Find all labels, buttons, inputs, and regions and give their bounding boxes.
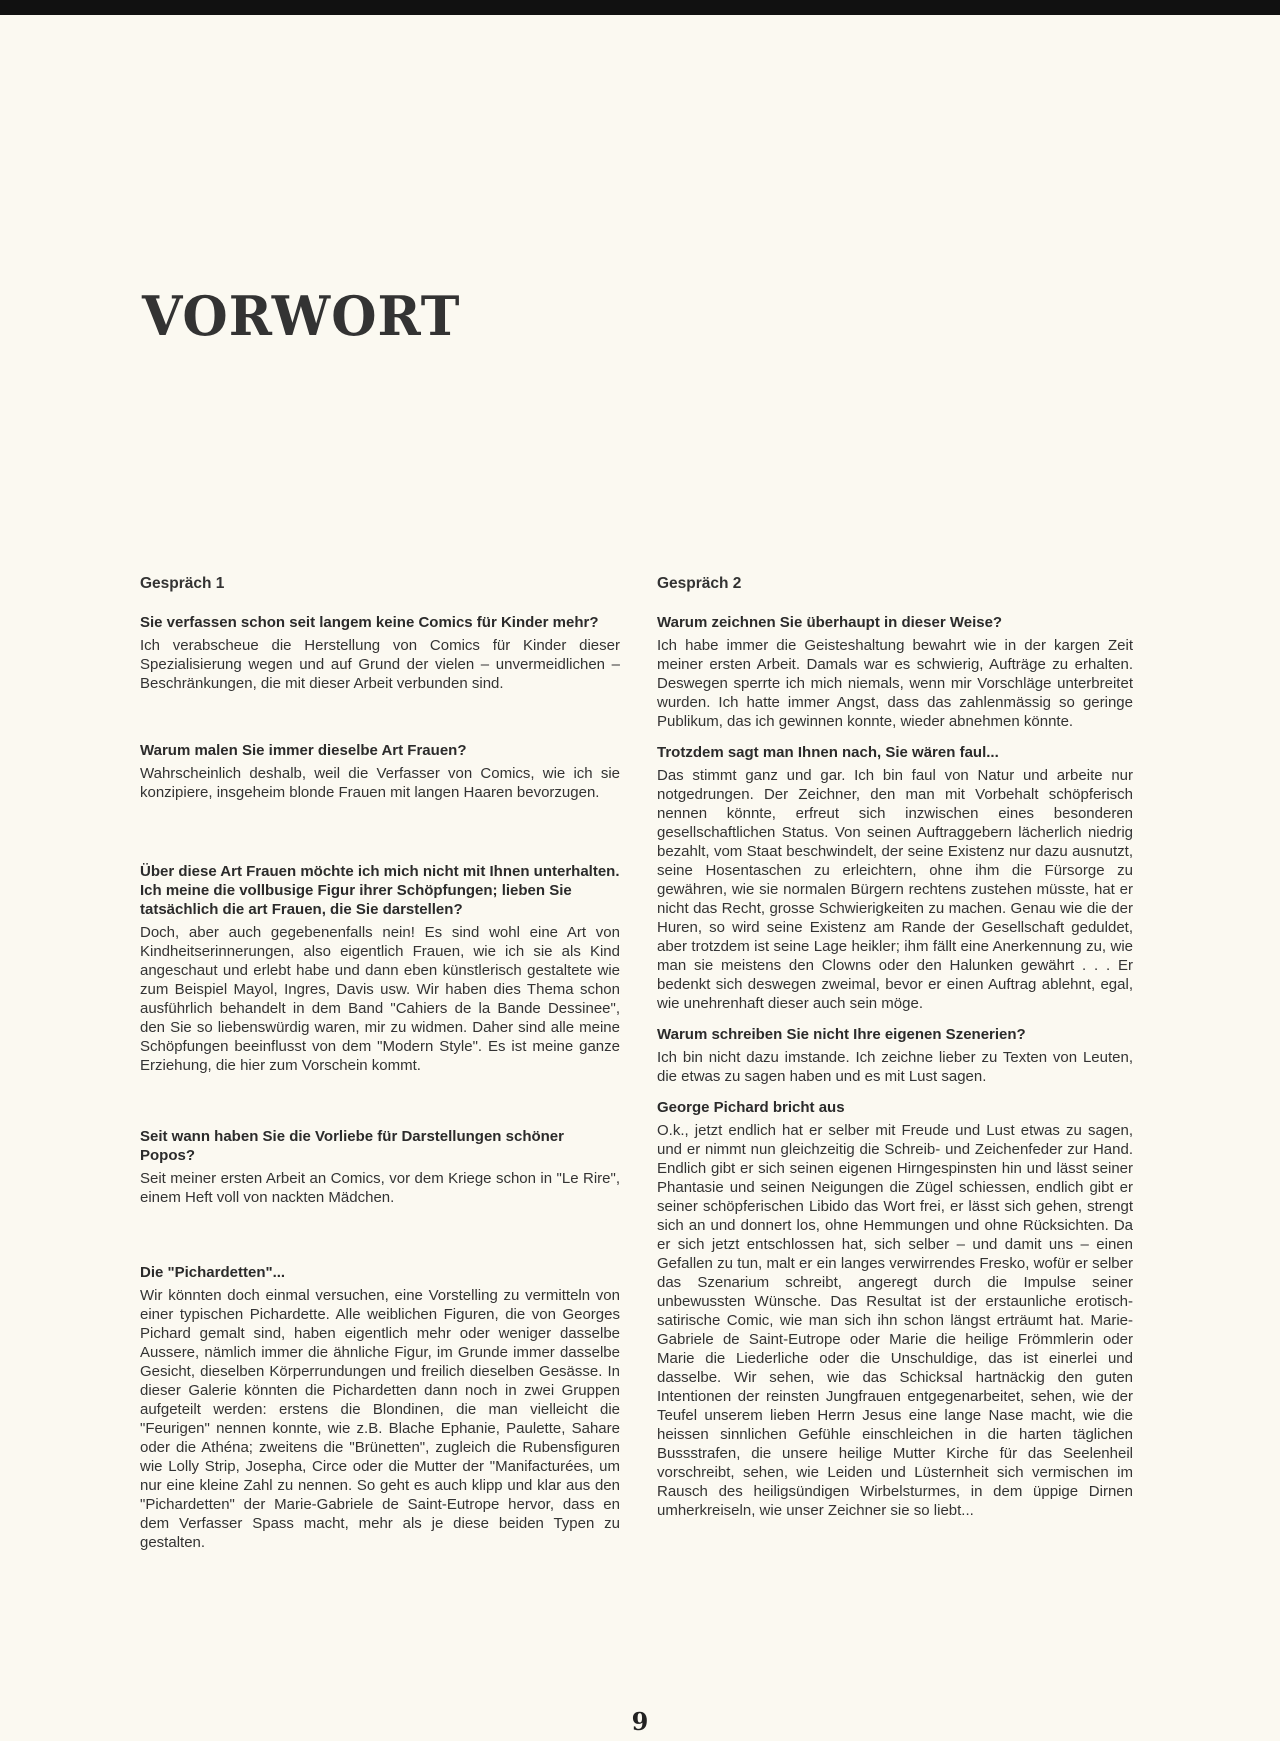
qa-section bbox=[657, 613, 1133, 731]
answer: Wir könnten doch einmal versuchen, eine Vorstelling zu vermitteln von einer typischen Pichardette. Alle weiblichen Figuren, die von Georges Pichard gemalt sind, haben eigentlich mehr oder weniger dasselbe Aussere, nämlich immer die ähnliche Figur, im Grunde immer dasselbe Gesicht, dieselben Körperrundungen und freilich dieselben Gesässe. In dieser Galerie könnten die Pichardetten dann noch in zwei Gruppen aufgeteilt werden: erstens die Blondinen, die man vielleicht die "Feurigen" nennen konnte, wie z.B. Blache Ephanie, Paulette, Sahare oder die Athéna; zweitens die "Brünetten", zugleich die Rubensfiguren wie Lolly Strip, Josepha, Circe oder die Mutter der "Manifacturées, um nur eine kleine Zahl zu nennen. So geht es auch klipp und klar aus den "Pichardetten" der Marie-Gabriele de Saint-Eutrope hervor, dass en dem Verfasser Spass macht, mehr als je diese beiden Typen zu gestalten. bbox=[140, 1287, 620, 1551]
question: Warum malen Sie immer dieselbe Art Frauen? bbox=[140, 742, 467, 759]
answer: Doch, aber auch gegebenenfalls nein! Es sind wohl eine Art von Kindheitserinnerungen, also eigentlich Frauen, wie ich sie als Kind angeschaut und erlebt habe und dann eben künstlerisch gestaltete wie zum Beispiel Mayol, Ingres, Davis usw. Wir haben dies Thema schon ausführlich behandelt in dem Band "Cahiers de la Bande Dessinee", den Sie so liebenswürdig waren, mir zu widmen. Daher sind alle meine Schöpfungen beeinflusst von dem "Modern Style". Es ist meine ganze Erziehung, die hier zum Vorschein kommt. bbox=[140, 924, 620, 1074]
question: Über diese Art Frauen möchte ich mich nicht mit Ihnen unterhalten. Ich meine die vollbusige Figur ihrer Schöpfungen; lieben Sie tatsächlich die art Frauen, die Sie darstellen? bbox=[140, 863, 620, 918]
interview-1-column bbox=[140, 575, 620, 1597]
question: Warum zeichnen Sie überhaupt in dieser Weise? bbox=[657, 614, 1003, 631]
qa-section bbox=[140, 741, 620, 802]
answer: Ich habe immer die Geisteshaltung bewahrt wie in der kargen Zeit meiner ersten Arbeit. Damals war es schwierig, Aufträge zu erhalten. Deswegen sperrte ich mich niemals, wenn mir Vorschläge unterbreitet wurden. Ich hatte immer Angst, dass das zahlenmässig so geringe Publikum, das ich gewinnen konnte, wieder abnehmen könnte. bbox=[657, 637, 1133, 730]
answer: O.k., jetzt endlich hat er selber mit Freude und Lust etwas zu sagen, und er nimmt nun gleichzeitig die Schreib- und Zeichenfeder zur Hand. Endlich gibt er sich seinen eigenen Hirngespinsten hin und lässt seiner Phantasie und seinen Neigungen die Zügel schiessen, endlich gibt er seiner schöpferischen Libido das Wort frei, er lässt sich gehen, strengt sich an und donnert los, ohne Hemmungen und ohne Rücksichten. Da er sich jetzt entschlossen hat, sich selber – und damit uns – einen Gefallen zu tun, malt er ein langes verwirrendes Fresko, wofür er selber das Szenarium schreibt, angeregt durch die Impulse seiner unbewussten Wünsche. Das Resultat ist der erstaunliche erotisch-satirische Comic, wie man sich ihn schon längst erträumt hat. Marie-Gabriele de Saint-Eutrope oder Marie die heilige Frömmlerin oder Marie die Liederliche oder die Unschuldige, das ist einerlei und dasselbe. Wir sehen, wie das Schicksal hartnäckig den guten Intentionen der reinsten Jungfrauen entgegenarbeitet, sehen, wie der Teufel unserem lieben Herrn Jesus eine lange Nase macht, wie die heissen sinnlichen Gefühle einschleichen in die harten täglichen Bussstrafen, die unsere heilige Mutter Kirche für das Seelenheil vorschreibt, sehen, wie Leiden und Lüsternheit sich vermischen im Rausch des heiligsündigen Wirbelsturmes, in dem üppige Dirnen umherkreiseln, wie unser Zeichner sie so liebt... bbox=[657, 1122, 1133, 1519]
answer: Wahrscheinlich deshalb, weil die Verfasser von Comics, wie ich sie konzipiere, insgeheim blonde Frauen mit langen Haaren bevorzugen. bbox=[140, 765, 620, 801]
qa-section bbox=[657, 743, 1133, 1013]
question: Warum schreiben Sie nicht Ihre eigenen Szenerien? bbox=[657, 1026, 1026, 1043]
answer: Ich verabscheue die Herstellung von Comics für Kinder dieser Spezialisierung wegen und auf Grund der vielen – unvermeidlichen – Beschränkungen, die mit dieser Arbeit verbunden sind. bbox=[140, 637, 620, 692]
answer: Seit meiner ersten Arbeit an Comics, vor dem Kriege schon in "Le Rire", einem Heft voll von nackten Mädchen. bbox=[140, 1170, 620, 1206]
top-border-rule bbox=[0, 0, 1280, 15]
question: Sie verfassen schon seit langem keine Comics für Kinder mehr? bbox=[140, 614, 599, 631]
qa-section bbox=[140, 862, 620, 1075]
interview-2-column bbox=[657, 575, 1133, 1532]
question: Trotzdem sagt man Ihnen nach, Sie wären faul... bbox=[657, 744, 999, 761]
interview-2-label: Gespräch 2 bbox=[657, 575, 742, 592]
page-number: 9 bbox=[631, 1707, 649, 1736]
answer: Das stimmt ganz und gar. Ich bin faul von Natur und arbeite nur notgedrungen. Der Zeichner, den man mit Vorbehalt schöpferisch nennen könnte, erfreut sich inzwischen eines besonderen gesellschaftlichen Status. Von seinen Auftraggebern lächerlich niedrig bezahlt, vom Staat beschwindelt, der seine Existenz nur dazu ausnutzt, seine Hosentaschen zu erleichtern, ohne ihm die Fürsorge zu gewähren, wie sie normalen Bürgern rechtens zustehen müsste, hat er nicht das Recht, grosse Schwierigkeiten zu machen. Genau wie die der Huren, so wird seine Existenz am Rande der Gesellschaft geduldet, aber trotzdem ist seine Lage heikler; ihm fällt eine Anerkennung zu, wie man sie meistens den Clowns oder den Halunken gewährt . . . Er bedenkt sich deswegen zweimal, bevor er einen Auftrag ablehnt, egal, wie unehrenhaft dieser auch sein möge. bbox=[657, 767, 1133, 1012]
answer: Ich bin nicht dazu imstande. Ich zeichne lieber zu Texten von Leuten, die etwas zu sagen haben und es mit Lust sagen. bbox=[657, 1049, 1133, 1085]
qa-section bbox=[657, 1025, 1133, 1086]
question: George Pichard bricht aus bbox=[657, 1099, 845, 1116]
qa-section bbox=[140, 613, 620, 693]
question: Seit wann haben Sie die Vorliebe für Darstellungen schöner Popos? bbox=[140, 1128, 564, 1164]
page-title: VORWORT bbox=[142, 284, 461, 349]
question: Die "Pichardetten"... bbox=[140, 1264, 286, 1281]
qa-section bbox=[140, 1263, 620, 1552]
qa-section bbox=[657, 1098, 1133, 1520]
interview-1-label: Gespräch 1 bbox=[140, 575, 225, 592]
qa-section bbox=[140, 1127, 620, 1207]
